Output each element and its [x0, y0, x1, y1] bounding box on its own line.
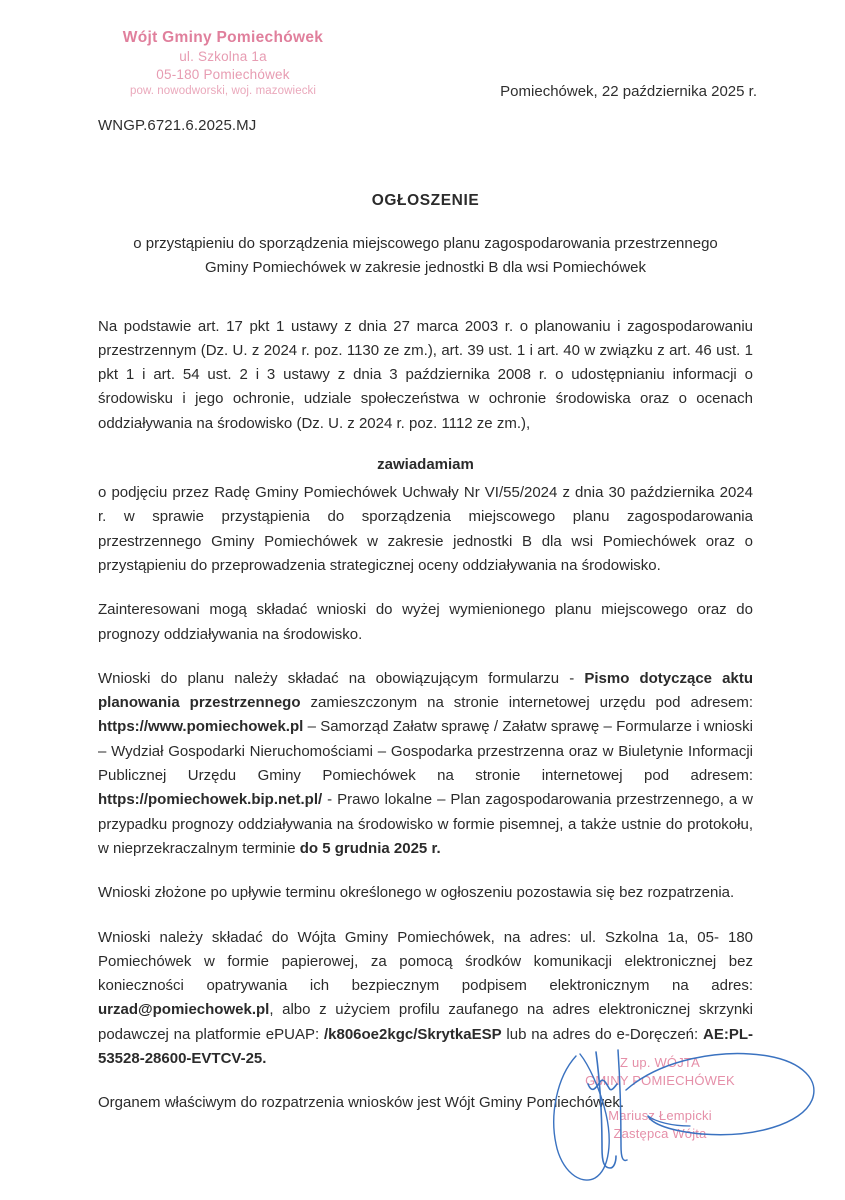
email-address[interactable]: urzad@pomiechowek.pl	[98, 1001, 270, 1019]
form-text-before: Wnioski do planu należy składać na obowiązującym formularzu -	[98, 669, 585, 687]
form-text-mid-1: – Samorząd Załatw sprawę / Załatw sprawę – Formularze i wnioski – Wydział Gospodarki Nieruchomościami – Gospodarka przestrzenna oraz w Biuletynie Informacji Publicznej Urzędu Gminy Pomiechówek na stronie internetowej pod adresem:	[98, 718, 753, 785]
subtitle-line-2: Gminy Pomiechówek w zakresie jednostki B dla wsi Pomiechówek	[204, 259, 646, 277]
signature-stamp-line-2: GMINY POMIECHÓWEK	[585, 1072, 735, 1088]
signature-stamp-line-1: Z up. WÓJTA	[620, 1055, 700, 1070]
reference-number: WNGP.6721.6.2025.MJ	[98, 117, 257, 134]
submission-text-mid-2: lub na adres do e-Doręczeń:	[501, 1025, 703, 1043]
paragraph-notification: o podjęciu przez Radę Gminy Pomiechówek Uchwały Nr VI/55/2024 z dnia 30 października 2024 r. w sprawie przystąpienia do sporządzenia miejscowego planu zagospodarowania przestrzennego Gminy Pomiechówek w zakresie jednostki B dla wsi Pomiechówek oraz o przystąpieniu do przeprowadzenia strategicznej oceny oddziaływania na środowisko.	[98, 484, 753, 574]
notification-keyword: zawiadamiam	[377, 456, 474, 474]
url-pomiechowek[interactable]: https://www.pomiechowek.pl	[98, 718, 304, 736]
paragraph-competent-authority: Organem właściwym do rozpatrzenia wniosków jest Wójt Gminy Pomiechówek.	[98, 1094, 625, 1112]
paragraph-legal-basis: Na podstawie art. 17 pkt 1 ustawy z dnia 27 marca 2003 r. o planowaniu i zagospodarowaniu przestrzennym (Dz. U. z 2024 r. poz. 1130 ze zm.), art. 39 ust. 1 i art. 40 w związku z art. 46 ust. 1 pkt 1 i art. 54 ust. 2 i 3 ustawy z dnia 3 października 2008 r. o udostępnianiu informacji o środowisku i jego ochronie, udziale społeczeństwa w ochronie środowiska oraz o ocenach oddziaływania na środowisko (Dz. U. z 2024 r. poz. 1112 ze zm.),	[98, 317, 753, 432]
office-header-stamp	[78, 28, 368, 99]
epuap-address: /k806oe2kgc/SkrytkaESP	[323, 1025, 502, 1043]
signature-stamp-role: Zastępca Wójta	[613, 1125, 707, 1141]
form-text-after: zamieszczonym na stronie internetowej urzędu pod adresem:	[300, 694, 754, 712]
form-name-bold: Pismo dotyczące aktu planowania przestrzennego	[98, 669, 753, 712]
submission-text-before: Wnioski należy składać do Wójta Gminy Pomiechówek, na adres: ul. Szkolna 1a, 05- 180 Pomiechówek w formie papierowej, za pomocą środków komunikacji elektronicznej bez konieczności opatrywania ich bezpiecznym podpisem elektronicznym na adres:	[98, 928, 753, 995]
document-body	[98, 192, 753, 1136]
place-and-date: Pomiechówek, 22 października 2025 r.	[500, 83, 757, 100]
stamp-county-voivodeship: pow. nowodworski, woj. mazowiecki	[129, 85, 317, 98]
page-subtitle	[98, 232, 753, 281]
signature-block	[540, 1050, 840, 1200]
stamp-office-name: Wójt Gminy Pomiechówek	[122, 29, 324, 46]
edoreczenia-address: AE:PL-53528-28600-EVTCV-25.	[98, 1025, 753, 1068]
form-text-mid-2: - Prawo lokalne – Plan zagospodarowania przestrzennego, a w przypadku prognozy oddziaływania na środowisko w formie pisemnej, a także ustnie do protokołu, w nieprzekraczalnym terminie	[98, 791, 753, 857]
signature-stamp-text	[540, 1054, 780, 1142]
submission-text-mid-1: , albo z użyciem profilu zaufanego na adres elektronicznej skrzynki podawczej na platformie ePUAP:	[98, 1001, 753, 1043]
page-title: OGŁOSZENIE	[371, 192, 480, 209]
paragraph-late-applications: Wnioski złożone po upływie terminu określonego w ogłoszeniu pozostawia się bez rozpatrzenia.	[98, 884, 735, 902]
signature-stamp-name: Mariusz Łempicki	[608, 1108, 712, 1124]
stamp-postal-city: 05-180 Pomiechówek	[156, 67, 290, 83]
url-bip[interactable]: https://pomiechowek.bip.net.pl/	[98, 791, 323, 809]
deadline-date: do 5 grudnia 2025 r.	[299, 839, 441, 857]
stamp-street: ul. Szkolna 1a	[179, 49, 267, 65]
subtitle-line-1: o przystąpieniu do sporządzenia miejscowego planu zagospodarowania przestrzennego	[133, 235, 718, 252]
paragraph-interested-parties: Zainteresowani mogą składać wnioski do wyżej wymienionego planu miejscowego oraz do prognozy oddziaływania na środowisko.	[98, 601, 753, 643]
paragraph-application-form	[98, 667, 753, 861]
